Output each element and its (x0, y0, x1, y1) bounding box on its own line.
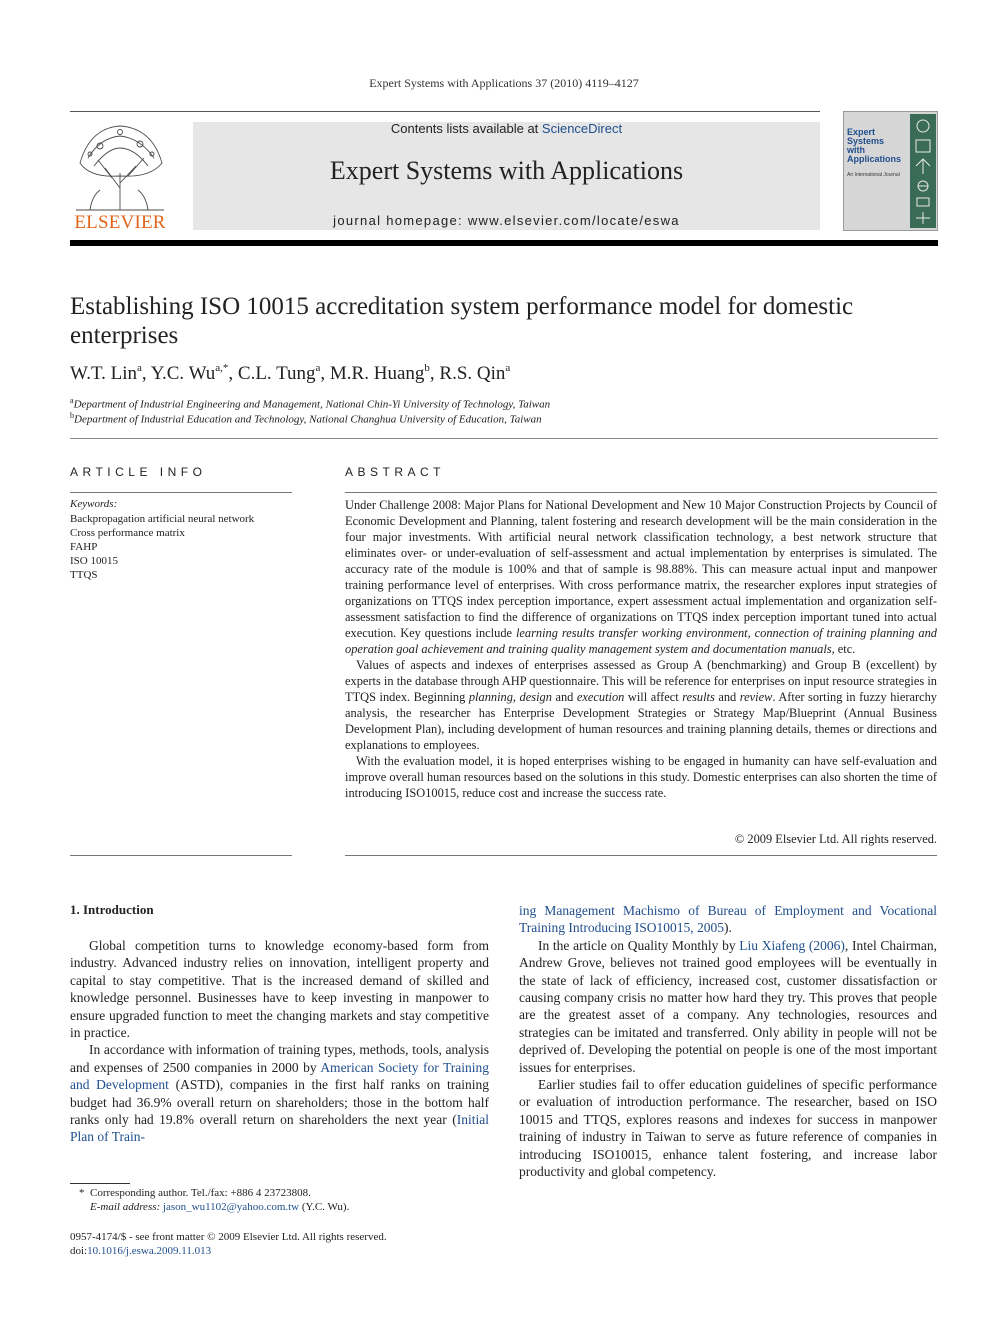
body-paragraph: In the article on Quality Monthly by Liu Xiafeng (2006), Intel Chairman, Andrew Grove, believes not trained good employees will be eventually in the state of lack of efficiency, increased cost, customer dissatisfaction or causing company crisis no matter how hard they try. This proves that people are the greatest asset of a company. Any technologies, resources and strategies can be imitated and transferred. Only ability in people will not be deprived of. Developing the potential on people is one of the most important issues for enterprises. (519, 937, 938, 1075)
citation-link[interactable]: Liu Xiafeng (2006) (739, 937, 845, 953)
footnote-rule (70, 1183, 130, 1184)
keywords-label: Keywords: (70, 498, 118, 510)
author-affil-mark: a (315, 362, 321, 374)
running-head: Expert Systems with Applications 37 (2010) 4119–4127 (369, 76, 639, 90)
abstract-bottom-rule (345, 855, 937, 856)
header-rule (70, 111, 820, 112)
cover-subtitle: An International Journal (847, 172, 900, 178)
article-info-rule (70, 492, 292, 493)
abstract-rule (345, 492, 937, 493)
keyword-item: TTQS (70, 569, 98, 581)
cover-icon-strip (910, 114, 936, 228)
abstract-copyright: © 2009 Elsevier Ltd. All rights reserved. (734, 832, 937, 846)
affiliation-a: $^a$Department of Industrial Engineering and Management, National Chin-Yi University of Technology, Taiwan (70, 396, 551, 411)
author-affil-mark: a,* (215, 362, 229, 374)
keyword-item: FAHP (70, 541, 98, 553)
abstract-text (345, 497, 937, 801)
affiliation-b: $^b$Department of Industrial Education and Technology, National Changhua University of Education, Taiwan (70, 411, 542, 426)
body-right-column (519, 902, 937, 1181)
body-paragraph: Earlier studies fail to offer education guidelines of specific performance or evaluation of introduction performance. The researcher, based on ISO 10015 and TTQS, explores reasons and indexes for success in manpower training of industry in Taiwan to serve as future reference of companies in introducing ISO10015, enhance talent fostering, and increase labor productivity and global competency. (519, 1077, 937, 1180)
doi-link[interactable]: 10.1016/j.eswa.2009.11.013 (87, 1245, 212, 1257)
journal-title: Expert Systems with Applications (329, 156, 684, 185)
section-heading-introduction: 1. Introduction (70, 902, 154, 917)
citation-link[interactable]: American Society for Training and Development (70, 1059, 489, 1093)
keyword-item: Cross performance matrix (70, 527, 185, 539)
author-list: W.T. Lin$^a$, Y.C. $Wu^{a,*}$, C.L. Tung$^a$, M.R. Huang$^b$, R.S. Qin$^a$ (70, 362, 511, 384)
body-paragraph: Global competition turns to knowledge economy-based form from industry. Advanced industry relies on innovation, intelligent property and capital to stay competitive. That is the increased demand of skilled and knowledge personnel. Businesses have to keep investing in manpower to ensure upgraded function to meet the changing markets and stay competitive in practice. (70, 938, 489, 1041)
author-name[interactable]: R.S. Qin (439, 363, 506, 384)
corresponding-author-footnote: * Corresponding author. Tel./fax: +886 4 23723808. (79, 1187, 311, 1199)
author-affil-mark: a (137, 362, 142, 374)
journal-homepage[interactable]: journal homepage: www.elsevier.com/locate/eswa (333, 213, 680, 228)
author-name[interactable]: M.R. Huang (329, 363, 425, 384)
article-info-bottom-rule (70, 855, 292, 856)
author-affil-mark: b (424, 362, 430, 374)
citation-link[interactable]: ing Management Machismo of Bureau of Employment and Vocational Training Introducing ISO10015, 2005 (519, 903, 937, 936)
body-paragraph: In accordance with information of training types, methods, tools, analysis and expenses of 2500 companies in 2000 by American Society for Training and Development (ASTD), companies in the first half ranks on training budget had 36.9% overall return on shareholders; those in the bottom half ranks only had 19.8% overall return on shareholders the next year (Initial Plan of Train- (70, 1042, 489, 1145)
abstract-paragraph: Values of aspects and indexes of enterprises assessed as Group A (benchmarking) and Group B (excellent) by experts in the database through AHP questionnaire. This will be reference for enterprises on input resource strategies in TTQS index. Beginning planning, design and execution will affect results and review. After sorting in fuzzy hierarchy analysis, the researcher has Enterprise Development Strategies or Strategy Map/Blueprint (Annual Business Development Plan), including development of human resources and training planning details, themes or directions and explanations to employees. (345, 658, 937, 752)
abstract-paragraph: Under Challenge 2008: Major Plans for National Development and New 10 Major Construction Projects by Council of Economic Development and Planning, talent fostering and research development will be the main consideration in the four major investments. With artificial neural network classification technology, a best network structure that eliminates over- or under-evaluation of self-assessment and actual implementation by enterprises is simulated. The accuracy rate of the module is 100% and that of sample is 98.88%. This can measure actual input and manpower training performance level of enterprises. With cross performance matrix, the researcher explores input strategies of organizations on TTQS index perception importance, expert assessment actual implementation and organization self-assessment satisfaction to find the difference of organizations on TTQS index perception important tuned into actual execution. Key questions include learning results transfer working environment, connection of training planning and operation goal achievement and training quality management system and documentation manuals, etc. (345, 498, 937, 656)
email-link[interactable]: jason_wu1102@yahoo.com.tw (162, 1201, 300, 1213)
article-info-heading: ARTICLE INFO (70, 465, 207, 479)
keyword-item: ISO 10015 (70, 555, 118, 567)
body-left-column (70, 937, 489, 1146)
doi-line: doi:10.1016/j.eswa.2009.11.013 (70, 1245, 212, 1257)
title-block-rule (70, 438, 938, 439)
keyword-item: Backpropagation artificial neural network (70, 513, 255, 525)
author-name[interactable]: C.L. Tung (237, 363, 316, 384)
contents-line (193, 121, 820, 136)
body-paragraph: ing Management Machismo of Bureau of Employment and Vocational Training Introducing ISO10015, 2005). (519, 903, 937, 936)
email-footnote: E-mail address: jason_wu1102@yahoo.com.tw (Y.C. Wu). (90, 1201, 350, 1213)
publisher-wordmark: ELSEVIER (74, 212, 166, 233)
author-name[interactable]: W.T. Lin (70, 363, 138, 384)
abstract-paragraph: With the evaluation model, it is hoped enterprises wishing to be engaged in humanity can have self-evaluation and improve overall human resources based on the solutions in this study. Domestic enterprises can also shorten the time of introducing ISO10015, reduce cost and increase the success rate. (345, 754, 937, 800)
author-name[interactable]: Y.C. Wu (150, 363, 216, 384)
issn-line: 0957-4174/$ - see front matter © 2009 Elsevier Ltd. All rights reserved. (70, 1231, 387, 1243)
article-title: Establishing ISO 10015 accreditation system performance model for domestic enterprises (70, 293, 854, 349)
author-affil-mark: a (505, 362, 511, 374)
sciencedirect-link[interactable]: ScienceDirect (541, 121, 623, 136)
header-thick-rule (70, 240, 938, 246)
contents-prefix: Contents lists available at (390, 121, 542, 136)
abstract-heading: ABSTRACT (345, 465, 446, 479)
cover-title: Expert Systems with Applications (847, 127, 902, 164)
citation-link[interactable]: Initial Plan of Train- (70, 1112, 489, 1145)
